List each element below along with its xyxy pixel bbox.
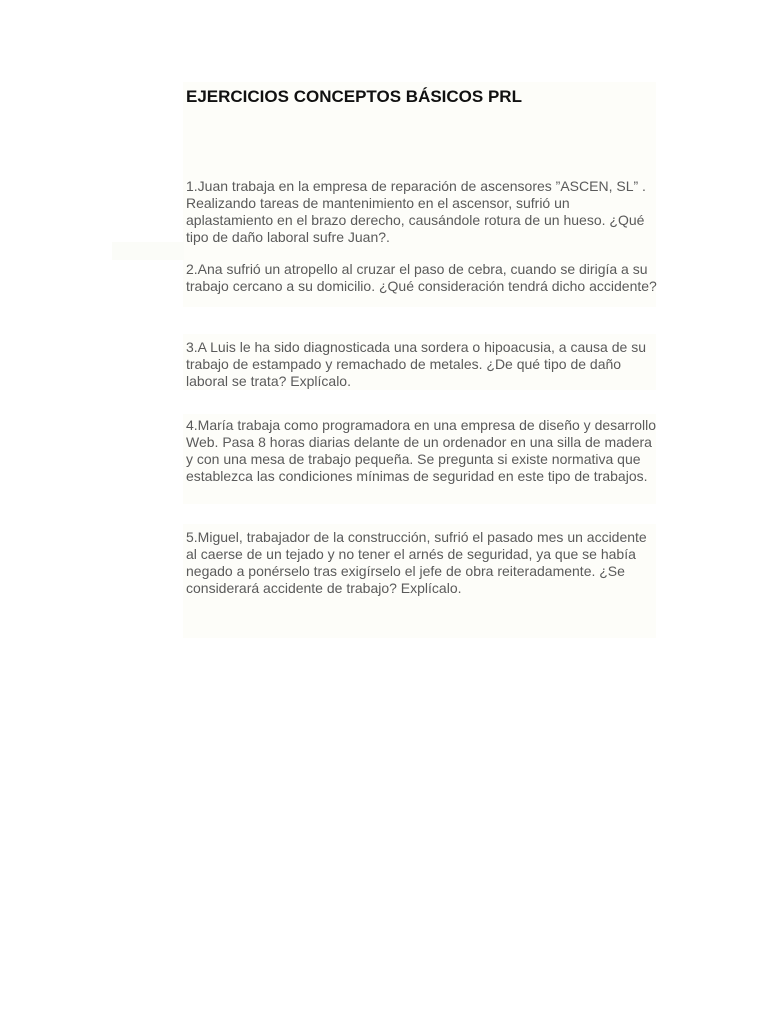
- question-5: 5.Miguel, trabajador de la construcción, sufrió el pasado mes un accidente al caerse de un tejado y no tener el arnés de seguridad, ya que se había negado a ponérselo tras exigírselo el jefe de obra reiteradamente. ¿Se considerará accidente de trabajo? Explícalo.: [186, 529, 647, 596]
- question-2: 2.Ana sufrió un atropello al cruzar el paso de cebra, cuando se dirigía a su trabajo cercano a su domicilio. ¿Qué consideración tendrá dicho accidente?: [186, 261, 657, 294]
- document-title: EJERCICIOS CONCEPTOS BÁSICOS PRL: [186, 87, 522, 106]
- question-3: 3.A Luis le ha sido diagnosticada una sordera o hipoacusia, a causa de su trabajo de estampado y remachado de metales. ¿De qué tipo de daño laboral se trata? Explícalo.: [186, 339, 646, 389]
- question-1: 1.Juan trabaja en la empresa de reparación de ascensores ”ASCEN, SL” . Realizando tareas de mantenimiento en el ascensor, sufrió un aplastamiento en el brazo derecho, causándole rotura de un hueso. ¿Qué tipo de daño laboral sufre Juan?.: [186, 178, 646, 245]
- text-background: [112, 242, 184, 260]
- question-4: 4.María trabaja como programadora en una empresa de diseño y desarrollo Web. Pasa 8 horas diarias delante de un ordenador en una silla de madera y con una mesa de trabajo pequeña. Se pregunta si existe normativa que establezca las condiciones mínimas de seguridad en este tipo de trabajos.: [186, 417, 657, 484]
